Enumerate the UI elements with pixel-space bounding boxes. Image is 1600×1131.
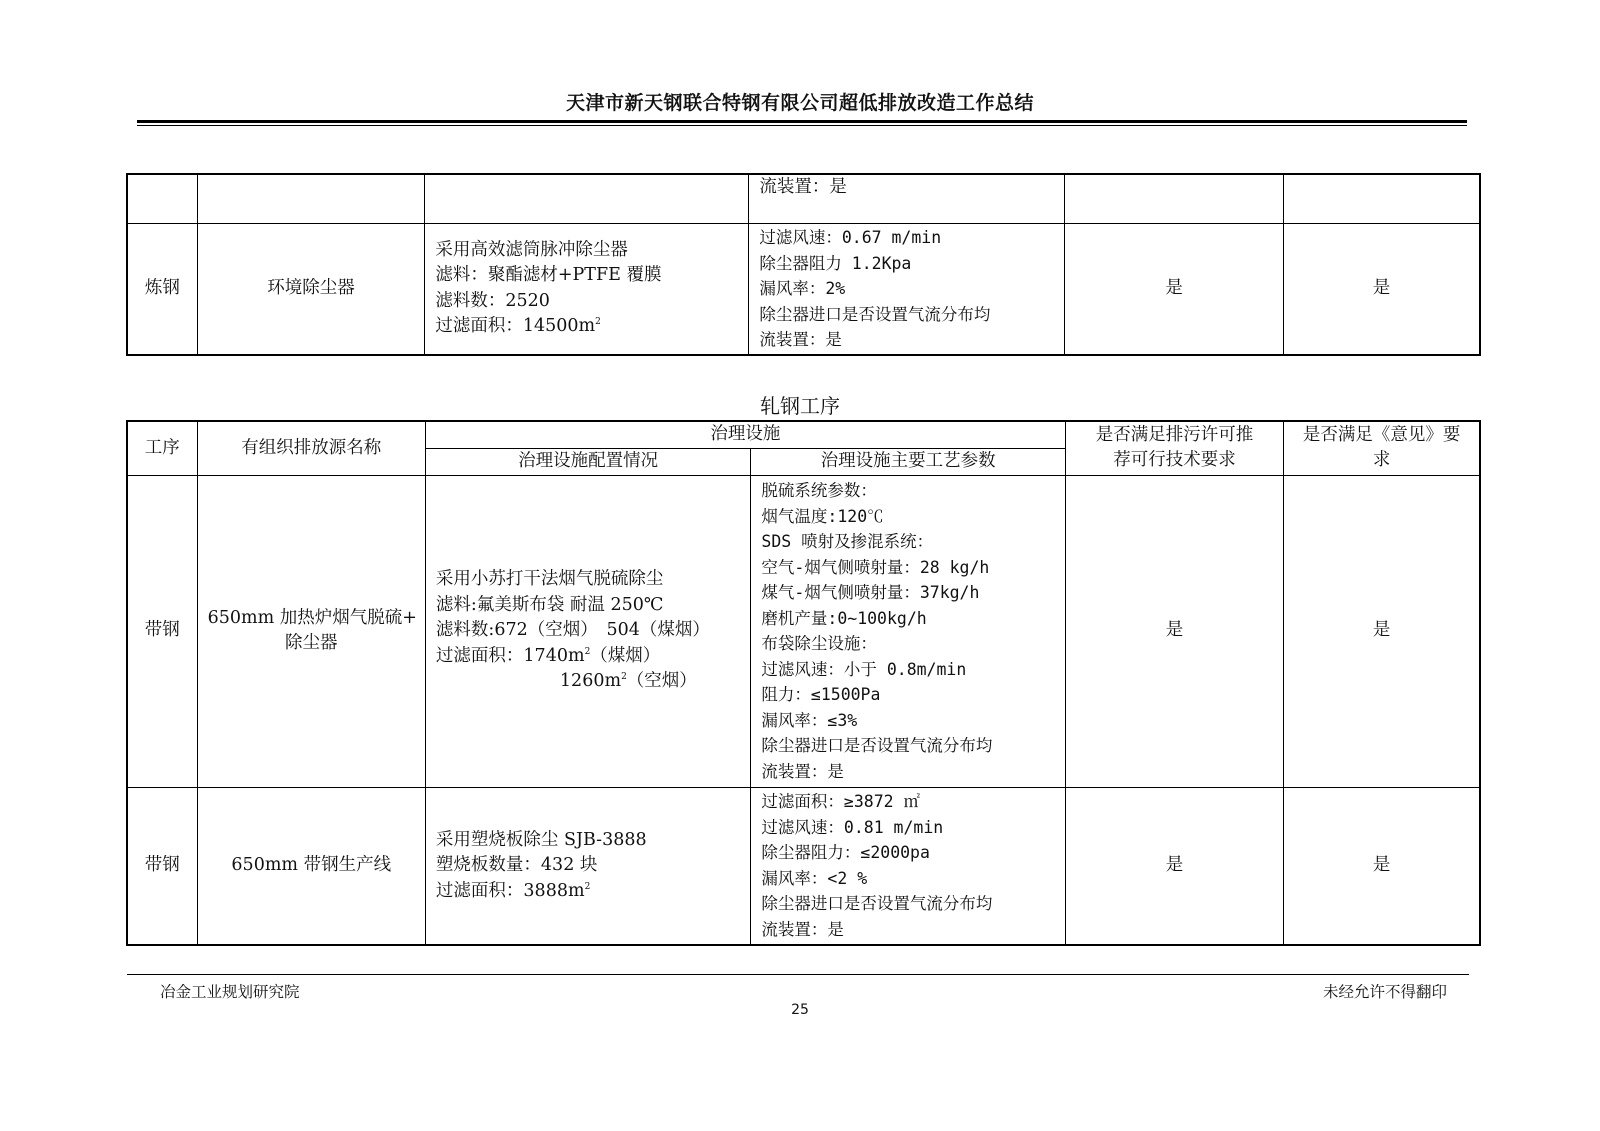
config-cell: 采用高效滤筒脉冲除尘器 滤料：聚酯滤材+PTFE 覆膜 滤料数：2520 过滤面积：$14500m^2$ xyxy=(425,223,749,355)
page-header-title: 天津市新天钢联合特钢有限公司超低排放改造工作总结 xyxy=(565,92,1034,114)
meets-permit-cell: 是 xyxy=(1065,787,1283,945)
meets-opinion-cell: 是 xyxy=(1284,475,1480,787)
table-header-row xyxy=(127,421,1480,448)
process-cell: 炼钢 xyxy=(127,223,197,355)
meets-opinion-cell: 是 xyxy=(1284,787,1480,945)
header-rule-thin xyxy=(137,125,1467,126)
page-number: 25 xyxy=(791,1002,809,1018)
rolling-table xyxy=(126,420,1481,946)
table-row xyxy=(127,475,1480,787)
header-opinion: 是否满足《意见》要 求 xyxy=(1284,421,1480,475)
process-cell: 带钢 xyxy=(127,475,197,787)
source-cell: 650mm 加热炉烟气脱硫+ 除尘器 xyxy=(197,475,425,787)
source-cell: 650mm 带钢生产线 xyxy=(197,787,425,945)
header-permit: 是否满足排污许可推 荐可行技术要求 xyxy=(1065,421,1283,475)
header-rule-thick xyxy=(137,120,1467,123)
footer-notice: 未经允许不得翻印 xyxy=(1322,983,1447,1001)
table-row xyxy=(127,787,1480,945)
section-title: 轧钢工序 xyxy=(760,394,840,418)
footer-institute: 冶金工业规划研究院 xyxy=(160,983,300,1001)
process-cell: 带钢 xyxy=(127,787,197,945)
params-text: 流装置：是 xyxy=(759,177,847,197)
table-row xyxy=(127,174,1480,223)
header-facility: 治理设施 xyxy=(425,421,1065,448)
steelmaking-table xyxy=(126,173,1481,356)
footer-rule xyxy=(127,974,1469,975)
meets-permit-cell: 是 xyxy=(1065,223,1284,355)
params-cell: 脱硫系统参数： 烟气温度:120℃ SDS 喷射及掺混系统： 空气-烟气侧喷射量：28 kg/h 煤气-烟气侧喷射量：37kg/h 磨机产量:0~100kg/h 布袋除尘设施： 过滤风速：小于 0.8m/min 阻力：≤1500Pa 漏风率：≤3% 除尘器进口是否设置气流分布均 流装置：是 xyxy=(751,475,1065,787)
header-source: 有组织排放源名称 xyxy=(197,421,425,475)
meets-opinion-cell: 是 xyxy=(1283,223,1480,355)
source-cell: 环境除尘器 xyxy=(197,223,425,355)
config-cell: 采用小苏打干法烟气脱硫除尘 滤料:氟美斯布袋 耐温 250℃ 滤料数:672（空烟） 504（煤烟） 过滤面积：$1740m^2$（煤烟） $1260m^2$（空烟） xyxy=(425,475,750,787)
params-cell: 过滤面积：≥3872 ㎡ 过滤风速：0.81 m/min 除尘器阻力：≤2000pa 漏风率：<2 % 除尘器进口是否设置气流分布均 流装置：是 xyxy=(751,787,1065,945)
header-process: 工序 xyxy=(127,421,197,475)
params-cell: 过滤风速：0.67 m/min 除尘器阻力 1.2Kpa 漏风率：2% 除尘器进口是否设置气流分布均 流装置：是 xyxy=(749,223,1065,355)
config-cell: 采用塑烧板除尘 SJB-3888 塑烧板数量：432 块 过滤面积：$3888m^2$ xyxy=(425,787,750,945)
header-params: 治理设施主要工艺参数 xyxy=(751,448,1065,475)
header-config: 治理设施配置情况 xyxy=(425,448,750,475)
meets-permit-cell: 是 xyxy=(1065,475,1283,787)
table-row xyxy=(127,223,1480,355)
